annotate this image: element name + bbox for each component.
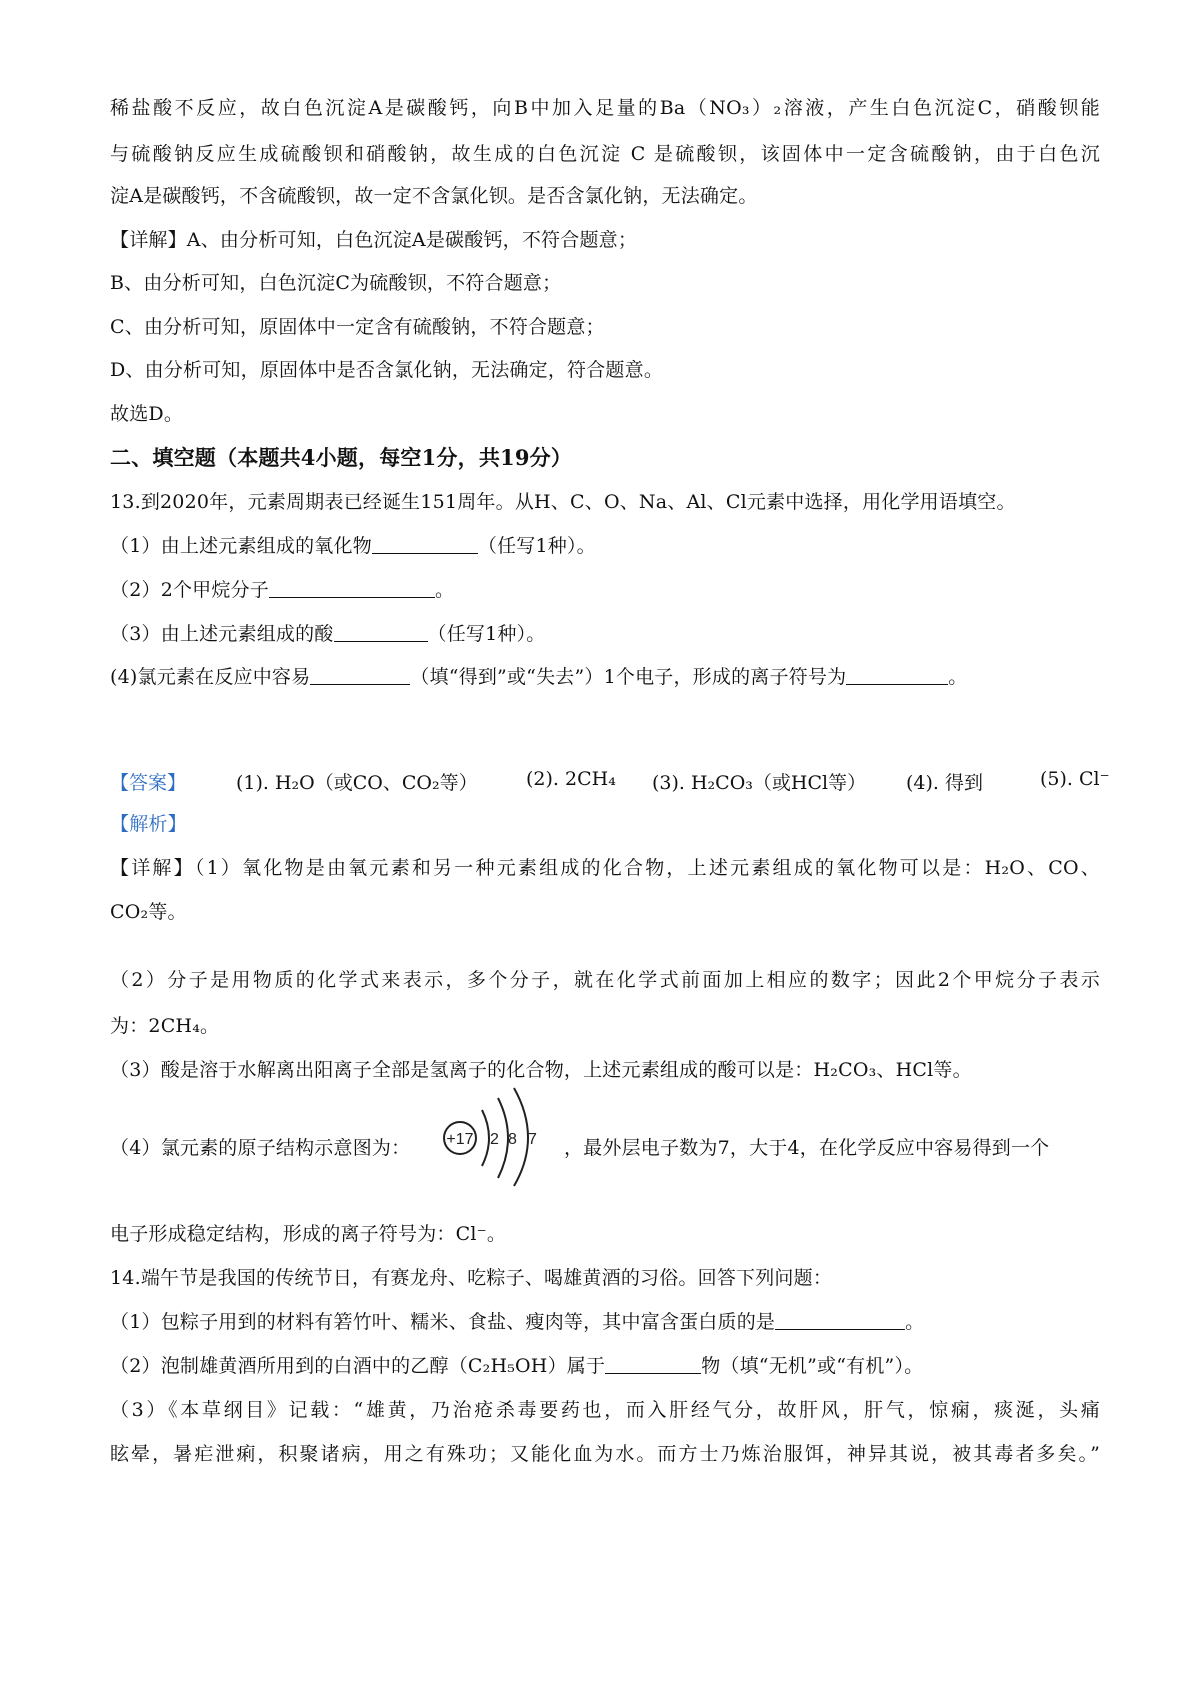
- paragraph-line: 稀盐酸不反应，故白色沉淀A是碳酸钙，向B中加入足量的Ba（NO₃）₂溶液，产生白色沉淀C，硝酸钡能: [110, 97, 1100, 119]
- answer-5: (5). Cl⁻: [1040, 768, 1110, 790]
- part-text: 。: [905, 1311, 925, 1333]
- part-text: 物（填“无机”或“有机”）。: [701, 1355, 924, 1377]
- question-13-part-3: [110, 622, 1100, 646]
- question-13-part-2: [110, 578, 1100, 602]
- question-13-part-4: [110, 665, 1100, 689]
- part-text: 。: [434, 579, 455, 601]
- section-heading: 二、填空题（本题共4小题，每空1分，共19分）: [110, 445, 573, 470]
- question-13-stem: 13.到2020年，元素周期表已经诞生151周年。从H、C、O、Na、Al、Cl元素中选择，用化学用语填空。: [110, 491, 1016, 513]
- part-text: （2）2个甲烷分子: [110, 579, 269, 601]
- paragraph-line: 【详解】A、由分析可知，白色沉淀A是碳酸钙，不符合题意；: [110, 229, 638, 251]
- answer-label: 【答案】: [110, 772, 187, 794]
- electron-shell-2: [498, 1098, 508, 1178]
- part-text: （3）由上述元素组成的酸: [110, 623, 334, 645]
- part-text: （1）由上述元素组成的氧化物: [110, 535, 372, 557]
- answer-1: (1). H₂O（或CO、CO₂等）: [236, 772, 478, 794]
- detail-line: 【详解】（1）氧化物是由氧元素和另一种元素组成的化合物，上述元素组成的氧化物可以是：H₂O、CO、: [110, 857, 1100, 879]
- question-14-part-2: [110, 1354, 1100, 1378]
- detail-line: ，最外层电子数为7，大于4，在化学反应中容易得到一个: [564, 1137, 1050, 1159]
- paragraph-line: C、由分析可知，原固体中一定含有硫酸钠，不符合题意；: [110, 316, 605, 338]
- detail-line: 为：2CH₄。: [110, 1015, 220, 1037]
- answer-blank[interactable]: [775, 1311, 905, 1330]
- paragraph-line: 淀A是碳酸钙，不含硫酸钡，故一定不含氯化钡。是否含氯化钠，无法确定。: [110, 185, 758, 207]
- part-text: （2）泡制雄黄酒所用到的白酒中的乙醇（C₂H₅OH）属于: [110, 1355, 606, 1377]
- answer-2: (2). 2CH₄: [526, 768, 616, 790]
- answer-blank[interactable]: [372, 535, 478, 554]
- detail-line: CO₂等。: [110, 901, 187, 923]
- detail-line: （3）酸是溶于水解离出阳离子全部是氢离子的化合物，上述元素组成的酸可以是：H₂CO₃、HCl等。: [110, 1059, 972, 1081]
- part-text: (4)氯元素在反应中容易: [110, 666, 311, 688]
- shell-1-electrons: 2: [490, 1131, 499, 1148]
- answer-blank[interactable]: [605, 1355, 701, 1374]
- electron-shell-1: [482, 1110, 489, 1166]
- shell-3-electrons: 7: [528, 1131, 537, 1148]
- answer-4: (4). 得到: [906, 772, 983, 794]
- paragraph-line: D、由分析可知，原固体中是否含氯化钠，无法确定，符合题意。: [110, 359, 664, 381]
- chlorine-atom-diagram: [440, 1078, 560, 1188]
- question-14-part-1: [110, 1310, 1100, 1334]
- answer-row: [110, 768, 1110, 794]
- analysis-label: 【解析】: [110, 813, 187, 835]
- part-text: （填“得到”或“失去”）1个电子，形成的离子符号为: [410, 666, 847, 688]
- detail-line: （4）氯元素的原子结构示意图为：: [110, 1137, 411, 1159]
- part-text: 。: [948, 666, 968, 688]
- paragraph-line: B、由分析可知，白色沉淀C为硫酸钡，不符合题意；: [110, 272, 562, 294]
- detail-line: 电子形成稳定结构，形成的离子符号为：Cl⁻。: [110, 1223, 507, 1245]
- question-13-part-1: [110, 534, 1100, 558]
- answer-blank[interactable]: [334, 623, 428, 642]
- answer-blank[interactable]: [310, 666, 410, 685]
- shell-2-electrons: 8: [508, 1131, 517, 1148]
- nucleus-charge: +17: [446, 1131, 474, 1148]
- answer-blank[interactable]: [269, 579, 435, 598]
- part-text: （任写1种）。: [427, 623, 546, 645]
- question-14-part-3: （3）《本草纲目》记载：“雄黄，乃治疮杀毒要药也，而入肝经气分，故肝风，肝气，惊痫，痰涎，头痛: [110, 1399, 1100, 1421]
- paragraph-line: 与硫酸钠反应生成硫酸钡和硝酸钠，故生成的白色沉淀 C 是硫酸钡，该固体中一定含硫酸钠，由于白色沉: [110, 143, 1100, 165]
- question-14-stem: 14.端午节是我国的传统节日，有赛龙舟、吃粽子、喝雄黄酒的习俗。回答下列问题：: [110, 1267, 833, 1289]
- question-14-part-3-cont: 眩晕，暑疟泄痢，积聚诸病，用之有殊功；又能化血为水。而方士乃炼治服饵，神异其说，被其毒者多矣。”: [110, 1443, 1100, 1465]
- paragraph-line: 故选D。: [110, 403, 184, 425]
- detail-line: （2）分子是用物质的化学式来表示，多个分子，就在化学式前面加上相应的数字；因此2个甲烷分子表示: [110, 969, 1100, 991]
- answer-3: (3). H₂CO₃（或HCl等）: [652, 772, 867, 794]
- answer-blank[interactable]: [846, 666, 948, 685]
- part-text: （任写1种）。: [477, 535, 596, 557]
- part-text: （1）包粽子用到的材料有箬竹叶、糯米、食盐、瘦肉等，其中富含蛋白质的是: [110, 1311, 776, 1333]
